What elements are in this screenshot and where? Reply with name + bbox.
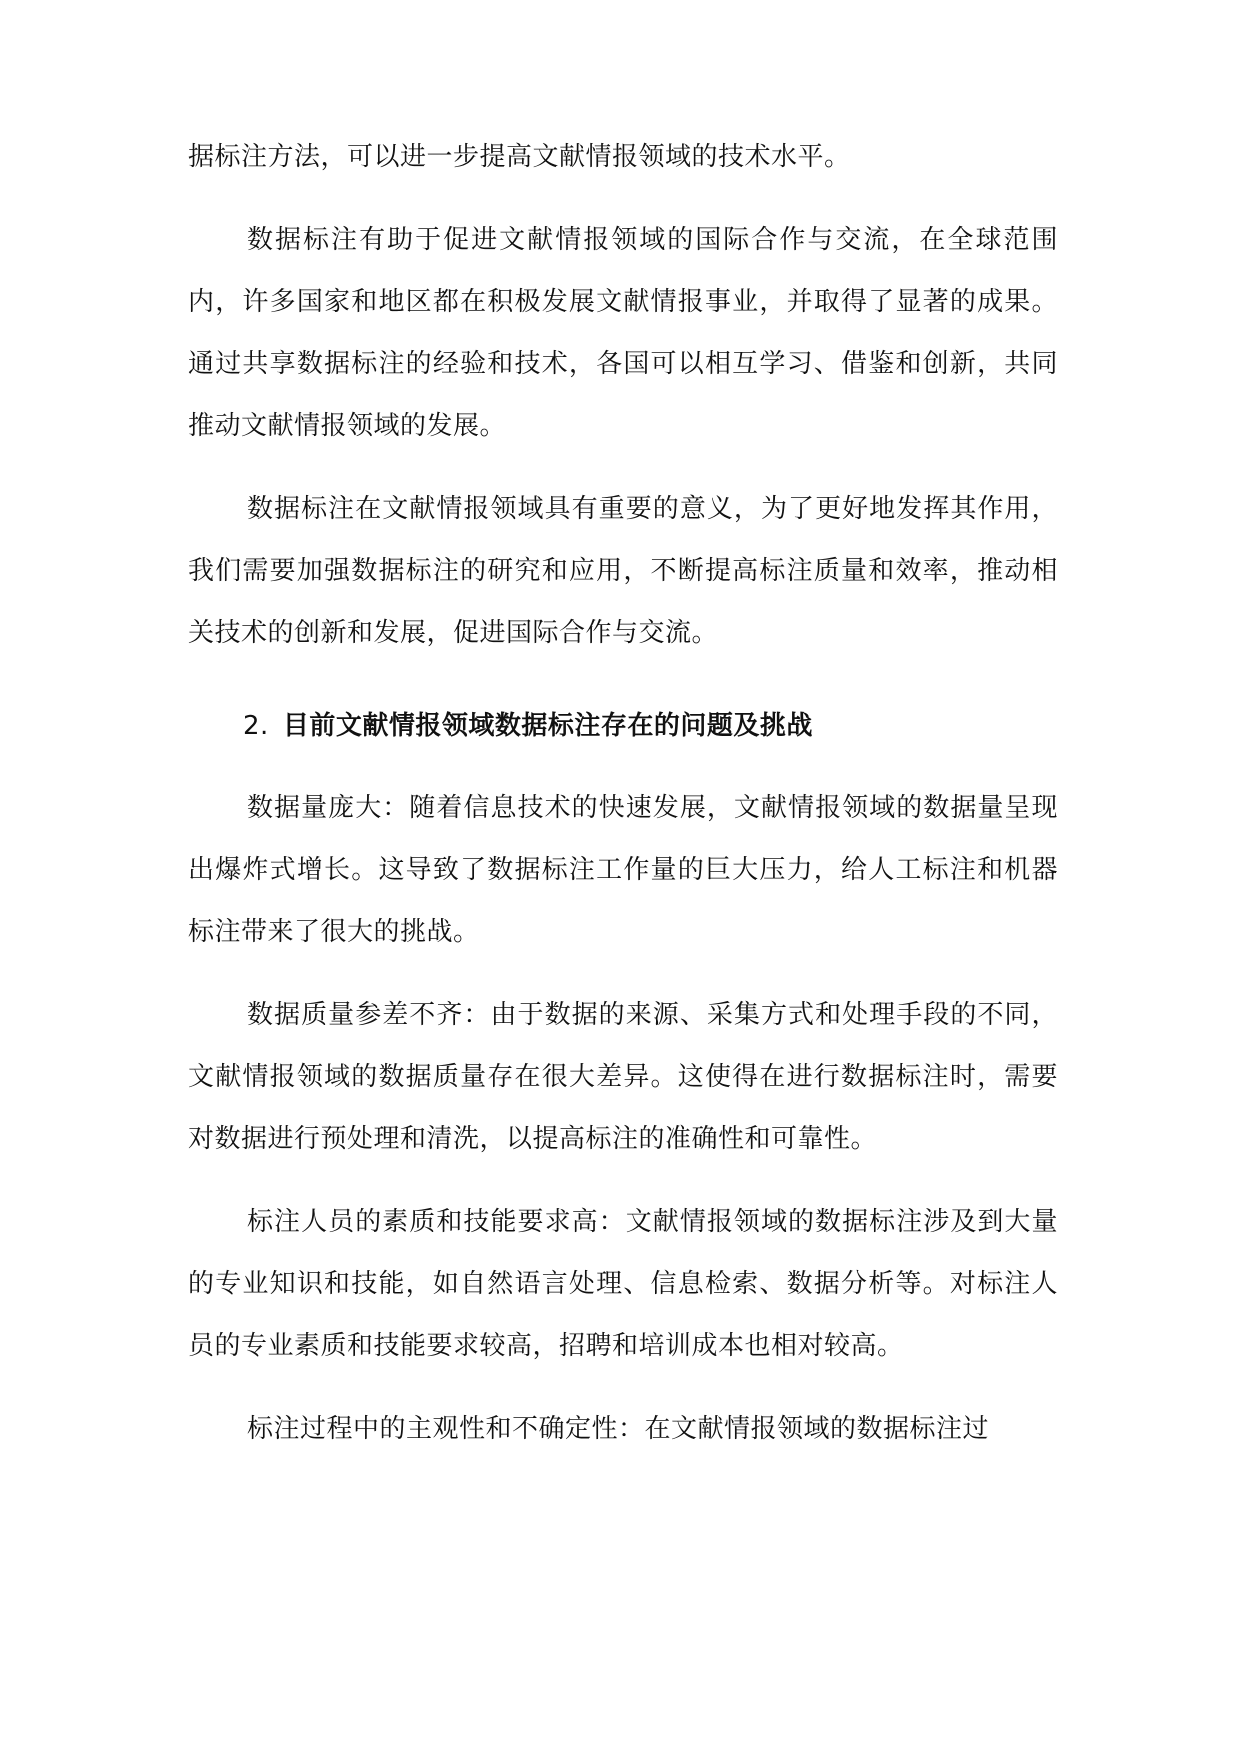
section-title: 目前文献情报领域数据标注存在的问题及挑战 [282, 711, 813, 741]
paragraph-data-volume: 数据量庞大：随着信息技术的快速发展，文献情报领域的数据量呈现出爆炸式增长。这导致了数据标注工作量的巨大压力，给人工标注和机器标注带来了很大的挑战。 [188, 793, 1058, 947]
paragraph-significance-summary: 数据标注在文献情报领域具有重要的意义，为了更好地发挥其作用，我们需要加强数据标注的研究和应用，不断提高标注质量和效率，推动相关技术的创新和发展，促进国际合作与交流。 [188, 494, 1058, 648]
paragraph-continued: 据标注方法，可以进一步提高文献情报领域的技术水平。 [188, 142, 851, 172]
section-heading [188, 695, 1058, 757]
paragraph-international-cooperation: 数据标注有助于促进文献情报领域的国际合作与交流，在全球范围内，许多国家和地区都在积极发展文献情报事业，并取得了显著的成果。通过共享数据标注的经验和技术，各国可以相互学习、借鉴和创新，共同推动文献情报领域的发展。 [188, 225, 1058, 441]
document-body [188, 143, 1058, 1481]
paragraph-subjectivity: 标注过程中的主观性和不确定性：在文献情报领域的数据标注过 [247, 1414, 990, 1444]
paragraph-annotator-skills: 标注人员的素质和技能要求高：文献情报领域的数据标注涉及到大量的专业知识和技能，如自然语言处理、信息检索、数据分析等。对标注人员的专业素质和技能要求较高，招聘和培训成本也相对较高。 [188, 1207, 1058, 1361]
section-number: 2. [243, 711, 269, 741]
paragraph-data-quality: 数据质量参差不齐：由于数据的来源、采集方式和处理手段的不同，文献情报领域的数据质量存在很大差异。这使得在进行数据标注时，需要对数据进行预处理和清洗，以提高标注的准确性和可靠性。 [188, 1000, 1058, 1154]
